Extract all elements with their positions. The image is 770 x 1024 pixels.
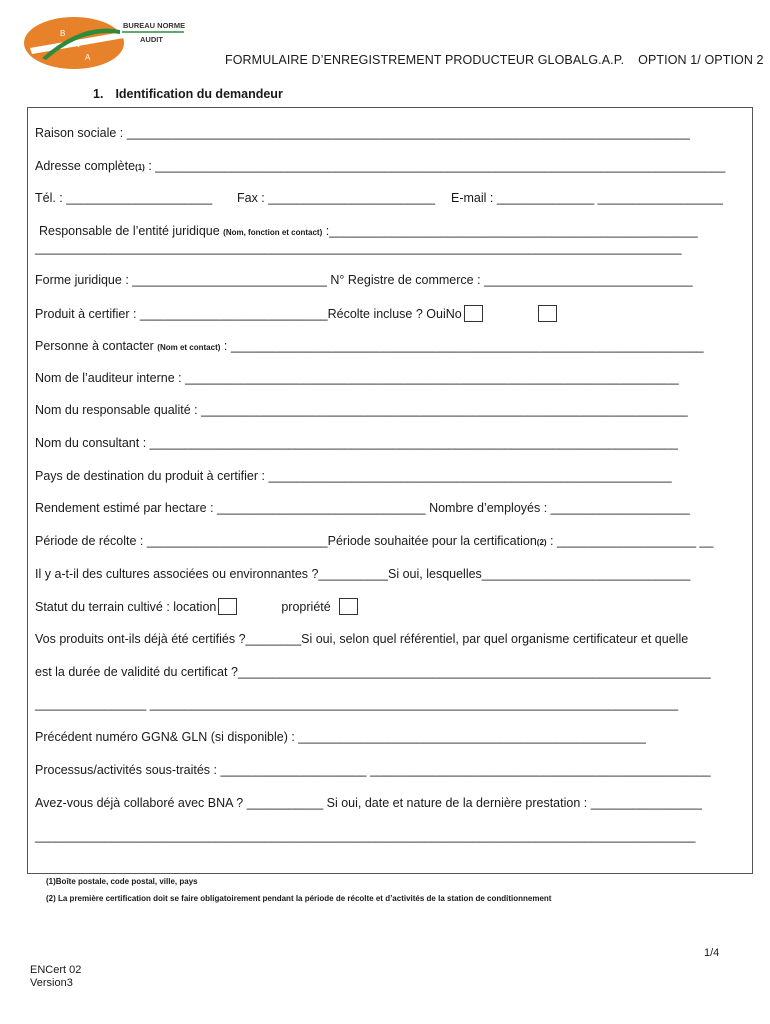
document-version: Version3 bbox=[30, 977, 73, 989]
field-cultures-associees[interactable]: Il y a-t-il des cultures associées ou environnantes ?__________Si oui, lesquelles______________________________ bbox=[35, 567, 691, 581]
field-produit[interactable]: Produit à certifier : ___________________________Récolte incluse ? OuiNo bbox=[35, 305, 557, 322]
field-duree-validite[interactable]: est la durée de validité du certificat ?____________________________________________________________________ bbox=[35, 665, 711, 679]
field-collaboration-bna[interactable]: Avez-vous déjà collaboré avec BNA ? ___________ Si oui, date et nature de la dernière prestation : ________________ bbox=[35, 796, 702, 810]
field-processus[interactable]: Processus/activités sous-traités : _____________________ _________________________________________________ bbox=[35, 763, 711, 777]
field-blank-line[interactable]: ________________ ____________________________________________________________________________ bbox=[35, 697, 679, 711]
field-consultant[interactable]: Nom du consultant : ____________________________________________________________________________ bbox=[35, 436, 678, 450]
checkbox-oui[interactable] bbox=[464, 305, 483, 322]
field-responsable-qualite[interactable]: Nom du responsable qualité : ______________________________________________________________________ bbox=[35, 403, 688, 417]
field-pays-destination[interactable]: Pays de destination du produit à certifier : __________________________________________________________ bbox=[35, 469, 672, 483]
checkbox-location[interactable] bbox=[218, 598, 237, 615]
document-code-text: ENCert 02 bbox=[30, 964, 82, 976]
field-fax[interactable]: Fax : ________________________ bbox=[237, 191, 436, 205]
logo-letter-b: B bbox=[60, 29, 66, 38]
section-number: 1. bbox=[93, 87, 104, 101]
form-title bbox=[225, 53, 764, 67]
logo-text-line2: AUDIT bbox=[140, 35, 163, 44]
checkbox-non[interactable] bbox=[538, 305, 557, 322]
company-logo bbox=[22, 14, 187, 72]
form-title-text: FORMULAIRE D’ENREGISTREMENT PRODUCTEUR GLOBALG.A.P. bbox=[225, 53, 625, 67]
field-statut-terrain: Statut du terrain cultivé : location propriété bbox=[35, 598, 358, 615]
footnote-2: (2) La première certification doit se faire obligatoirement pendant la période de récolte et d’activités de la station de conditionnement bbox=[46, 894, 552, 903]
section-heading bbox=[93, 87, 283, 101]
field-periode-recolte[interactable]: Période de récolte : __________________________Période souhaitée pour la certification(2) : ____________________ __ bbox=[35, 534, 714, 548]
field-tel[interactable]: Tél. : _____________________ bbox=[35, 191, 213, 205]
form-options: OPTION 1/ OPTION 2 bbox=[638, 53, 764, 67]
field-forme-juridique[interactable]: Forme juridique : ____________________________ N° Registre de commerce : ______________________________ bbox=[35, 273, 693, 287]
logo-letter-n: N bbox=[74, 40, 80, 49]
field-responsable[interactable]: Responsable de l’entité juridique (Nom, fonction et contact) :_____________________________________________________ bbox=[39, 224, 698, 238]
field-rendement[interactable]: Rendement estimé par hectare : ______________________________ Nombre d’employés : ____________________ bbox=[35, 501, 690, 515]
field-raison-sociale[interactable]: Raison sociale : _________________________________________________________________________________ bbox=[35, 126, 690, 140]
page-number: 1/4 bbox=[704, 947, 720, 959]
checkbox-propriete[interactable] bbox=[339, 598, 358, 615]
field-auditeur-interne[interactable]: Nom de l’auditeur interne : _______________________________________________________________________ bbox=[35, 371, 679, 385]
footnote-1: (1)Boîte postale, code postal, ville, pays bbox=[46, 877, 198, 886]
field-ggn-gln[interactable]: Précédent numéro GGN& GLN (si disponible) : __________________________________________________ bbox=[35, 730, 646, 744]
document-code bbox=[30, 964, 81, 990]
logo-letter-a: A bbox=[85, 53, 91, 62]
field-adresse[interactable]: Adresse complète(1) : __________________________________________________________________________________ bbox=[35, 159, 726, 173]
field-email[interactable]: E-mail : ______________ __________________ bbox=[451, 191, 723, 205]
field-personne-contact[interactable]: Personne à contacter (Nom et contact) : ____________________________________________________________________ bbox=[35, 339, 704, 353]
field-certifies[interactable]: Vos produits ont-ils déjà été certifiés ?________Si oui, selon quel référentiel, par quel organisme certificateur et quelle bbox=[35, 632, 689, 646]
section-title: Identification du demandeur bbox=[115, 87, 283, 101]
field-last-line[interactable]: _______________________________________________________________________________________________ bbox=[35, 829, 696, 843]
logo-text-line1: BUREAU NORME bbox=[123, 21, 186, 30]
field-responsable-line2[interactable]: _____________________________________________________________________________________________ bbox=[35, 241, 682, 255]
